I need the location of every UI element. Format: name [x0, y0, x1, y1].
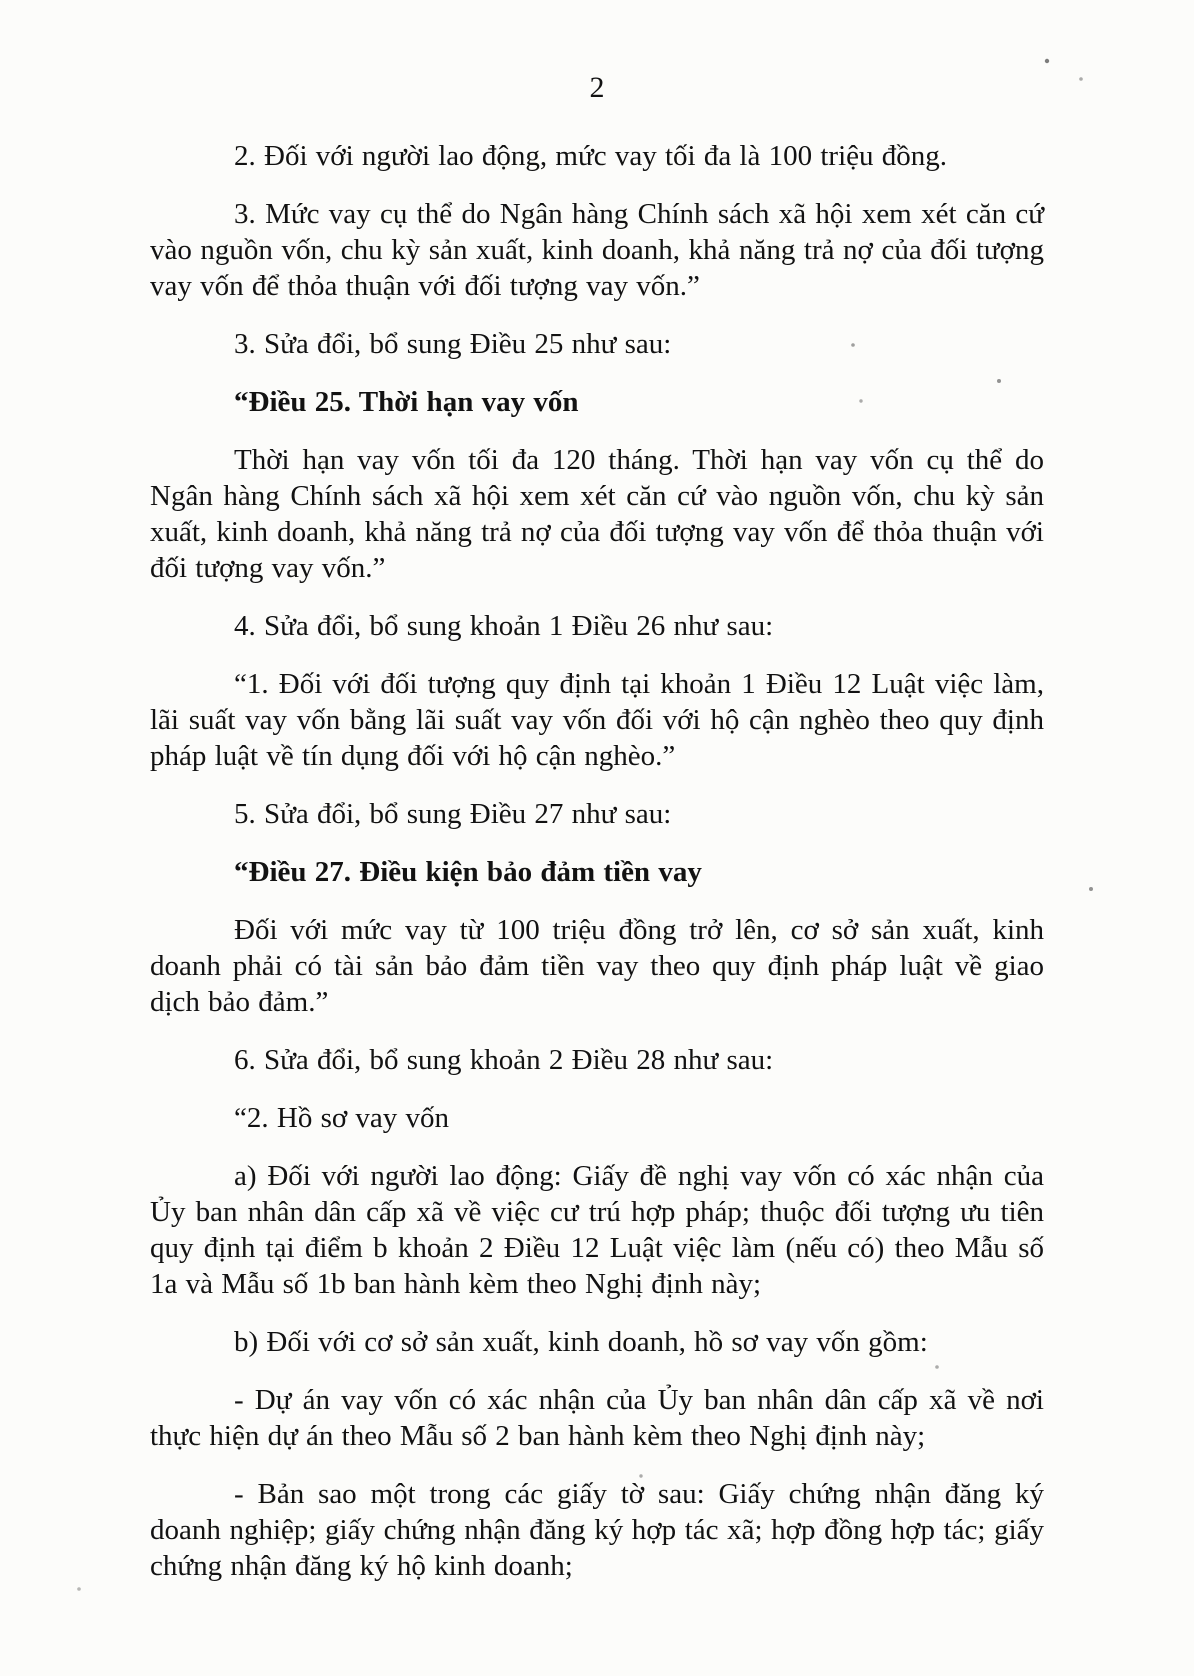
- paragraph-clause-3: 3. Mức vay cụ thể do Ngân hàng Chính sách xã hội xem xét căn cứ vào nguồn vốn, chu kỳ sản xuất, kinh doanh, khả năng trả nợ của đối tượng vay vốn để thỏa thuận với đối tượng vay vốn.”: [150, 198, 1044, 302]
- page-number: 2: [589, 71, 605, 104]
- paragraph-amendment-3: 3. Sửa đổi, bổ sung Điều 25 như sau:: [234, 328, 672, 360]
- paragraph-amendment-5: 5. Sửa đổi, bổ sung Điều 27 như sau:: [234, 798, 672, 830]
- paragraph-article-28-clause-2: “2. Hồ sơ vay vốn: [234, 1102, 450, 1134]
- article-25-heading: “Điều 25. Thời hạn vay vốn: [234, 386, 579, 418]
- paragraph-clause-2: 2. Đối với người lao động, mức vay tối đa là 100 triệu đồng.: [234, 140, 948, 172]
- paragraph-point-a: a) Đối với người lao động: Giấy đề nghị vay vốn có xác nhận của Ủy ban nhân dân cấp xã về việc cư trú hợp pháp; thuộc đối tượng ưu tiên quy định tại điểm b khoản 2 Điều 12 Luật việc làm (nếu có) theo Mẫu số 1a và Mẫu số 1b ban hành kèm theo Nghị định này;: [150, 1160, 1044, 1300]
- paragraph-article-25-body: Thời hạn vay vốn tối đa 120 tháng. Thời hạn vay vốn cụ thể do Ngân hàng Chính sách xã hội xem xét căn cứ vào nguồn vốn, chu kỳ sản xuất, kinh doanh, khả năng trả nợ của đối tượng vay vốn để thỏa thuận với đối tượng vay vốn.”: [150, 444, 1044, 584]
- paragraph-article-27-body: Đối với mức vay từ 100 triệu đồng trở lên, cơ sở sản xuất, kinh doanh phải có tài sản bảo đảm tiền vay theo quy định pháp luật về giao dịch bảo đảm.”: [150, 914, 1044, 1018]
- article-27-heading: “Điều 27. Điều kiện bảo đảm tiền vay: [234, 856, 702, 888]
- scan-noise: [0, 0, 2, 2]
- paragraph-dash-copies: - Bản sao một trong các giấy tờ sau: Giấy chứng nhận đăng ký doanh nghiệp; giấy chứng nhận đăng ký hợp tác xã; hợp đồng hợp tác; giấy chứng nhận đăng ký hộ kinh doanh;: [150, 1478, 1044, 1582]
- paragraph-dash-project: - Dự án vay vốn có xác nhận của Ủy ban nhân dân cấp xã về nơi thực hiện dự án theo Mẫu số 2 ban hành kèm theo Nghị định này;: [150, 1384, 1044, 1452]
- paragraph-amendment-4: 4. Sửa đổi, bổ sung khoản 1 Điều 26 như sau:: [234, 610, 774, 642]
- paragraph-point-b: b) Đối với cơ sở sản xuất, kinh doanh, hồ sơ vay vốn gồm:: [234, 1326, 928, 1358]
- paragraph-article-26-clause-1: “1. Đối với đối tượng quy định tại khoản 1 Điều 12 Luật việc làm, lãi suất vay vốn bằng lãi suất vay vốn đối với hộ cận nghèo theo quy định pháp luật về tín dụng đối với hộ cận nghèo.”: [150, 668, 1044, 772]
- paragraph-amendment-6: 6. Sửa đổi, bổ sung khoản 2 Điều 28 như sau:: [234, 1044, 774, 1076]
